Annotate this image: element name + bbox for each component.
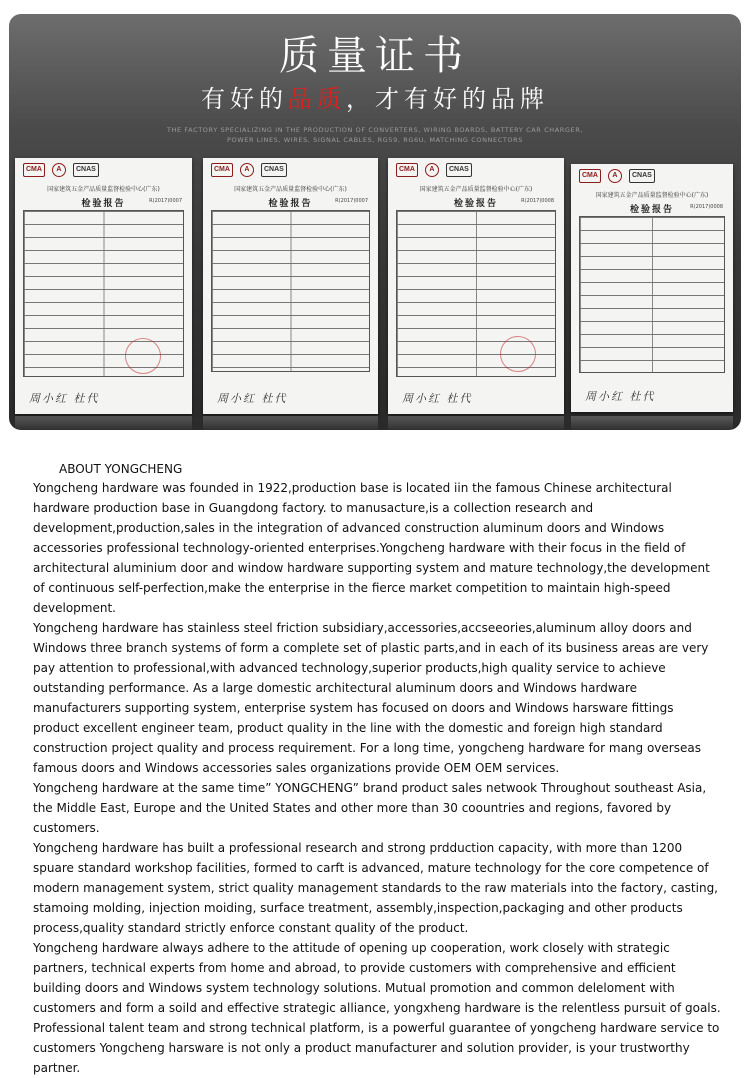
reflection <box>15 416 192 430</box>
certificate-signature: 周小红 杜代 <box>585 390 656 403</box>
banner-title: 质量证书 <box>279 33 471 79</box>
about-paragraph: Yongcheng hardware always adhere to the attitude of opening up cooperation, work closely with strategic partners, technical experts from home and abroad, to provide customers with comprehensive and efficient building doors and Windows system technology solutions. Mutual promotion and common deleloment with customers and form a soild and effective strategic alliance, yongxheng hardware is the relentless pursuit of goals. <box>33 941 721 1015</box>
cnas-logo: CNAS <box>73 163 99 177</box>
certificate-header: 国家建筑五金产品质量监督检验中心(广东) <box>419 186 533 193</box>
certificate-signature: 周小红 杜代 <box>29 392 100 405</box>
inspection-certificate-3 <box>388 158 564 414</box>
cal-logo: A <box>608 169 622 183</box>
certificate-table <box>579 216 725 373</box>
certificate-number: R(2017)0008 <box>690 204 723 210</box>
certificate-number: R(2017)0007 <box>335 198 368 204</box>
certificate-title: 检验报告 <box>629 205 674 215</box>
cma-logo: CMA <box>579 169 601 183</box>
certificate-title: 检验报告 <box>81 199 126 209</box>
about-body <box>33 478 723 1078</box>
certificate-signature: 周小红 杜代 <box>217 392 288 405</box>
about-paragraph: Yongcheng hardware has built a professional research and strong prdduction capacity, with more than 1200 spuare standard workshop facilities, formed to carft is advanced, mature technology for the core competence of modern management system, strict quality management standards to the raw materials into the factory, casting, stamoing molding, injection moiding, surface treatment, assembly,inspection,packaging and other products process,quality standard strictly enforce constant quality of the product. <box>33 841 718 935</box>
inspection-certificate-1 <box>15 158 192 414</box>
certificate-title: 检验报告 <box>453 199 498 209</box>
reflection <box>571 416 733 430</box>
certificate-number: R(2017)0008 <box>521 198 554 204</box>
inspection-certificate-4 <box>571 164 733 412</box>
factory-line-1: THE FACTORY SPECIALIZING IN THE PRODUCTION OF CONVERTERS, WIRING BOARDS, BATTERY CAR CHARGER, <box>166 126 584 134</box>
about-paragraph: Yongcheng hardware was founded in 1922,production base is located iin the famous Chinese architectural hardware production base in Guangdong factory. to manusacture,is a collection research and development,production,sales in the integration of advanced construction aluminum doors and Windows accessories professional technology-oriented enterprises.Yongcheng hardware with their focus in the field of architectural aluminium door and window hardware supporting system and mature technology,the development of continuous self-perfection,make the enterprise in the fierce market competition to maintain high-speed development. <box>33 481 710 615</box>
quality-certificate-banner <box>9 14 741 430</box>
banner-subtitle <box>9 87 741 111</box>
certificate-header: 国家建筑五金产品质量监督检验中心(广东) <box>47 186 160 193</box>
factory-specialization-text <box>9 125 741 145</box>
about-paragraph: Yongcheng hardware has stainless steel friction subsidiary,accessories,accseeories,aluminum alloy doors and Windows three branch systems of form a complete set of plastic parts,and in each of its business areas are very pay attention to professional,with advanced technology,superior products,high quality service to achieve outstanding performance. As a large domestic architectural aluminum doors and Windows hardware manufacturers supporting system, enterprise system has focused on doors and Windows harsware fittings product excellent engineer team, product quality in the line with the domestic and foreign high standard construction project quality and process requirement. For a long time, yongcheng hardware for mang overseas famous doors and Windows accessories sales organizations provide OEM OEM services. <box>33 621 709 775</box>
cma-logo: CMA <box>211 163 233 177</box>
certificate-stamp <box>125 338 161 374</box>
about-paragraph: Yongcheng hardware at the same time” YONGCHENG” brand product sales netwook Throughout southeast Asia, the Middle East, Europe and the United States and other more than 30 coountries and regions, favored by customers. <box>33 781 707 835</box>
about-heading: ABOUT YONGCHENG <box>59 462 183 476</box>
reflection <box>203 416 378 430</box>
certificate-table <box>211 210 370 372</box>
cal-logo: A <box>425 163 439 177</box>
subtitle-highlight: 品质 <box>288 85 346 113</box>
factory-line-2: POWER LINES, WIRES, SIGNAL CABLES, RG59, RG6U, MATCHING CONNECTORS <box>227 136 523 144</box>
reflection <box>388 416 564 430</box>
cal-logo: A <box>52 163 66 177</box>
subtitle-prefix: 有好的 <box>201 85 288 113</box>
certificate-stamp <box>500 336 536 372</box>
cnas-logo: CNAS <box>446 163 472 177</box>
certificate-header: 国家建筑五金产品质量监督检验中心(广东) <box>595 192 709 199</box>
cal-logo: A <box>240 163 254 177</box>
certificate-signature: 周小红 杜代 <box>402 392 473 405</box>
certificate-title: 检验报告 <box>268 199 313 209</box>
certificate-header: 国家建筑五金产品质量监督检验中心(广东) <box>234 186 347 193</box>
inspection-certificate-2 <box>203 158 378 414</box>
cnas-logo: CNAS <box>629 169 655 183</box>
cma-logo: CMA <box>23 163 45 177</box>
certificate-number: R(2017)0007 <box>149 198 182 204</box>
cnas-logo: CNAS <box>261 163 287 177</box>
cma-logo: CMA <box>396 163 418 177</box>
subtitle-suffix: ，才有好的品牌 <box>346 85 549 113</box>
about-paragraph: Professional talent team and strong technical platform, is a powerful guarantee of yongcheng hardware service to customers Yongcheng harsware is not only a product manufacturer and solution provider, is your trustworthy partner. <box>33 1021 720 1075</box>
